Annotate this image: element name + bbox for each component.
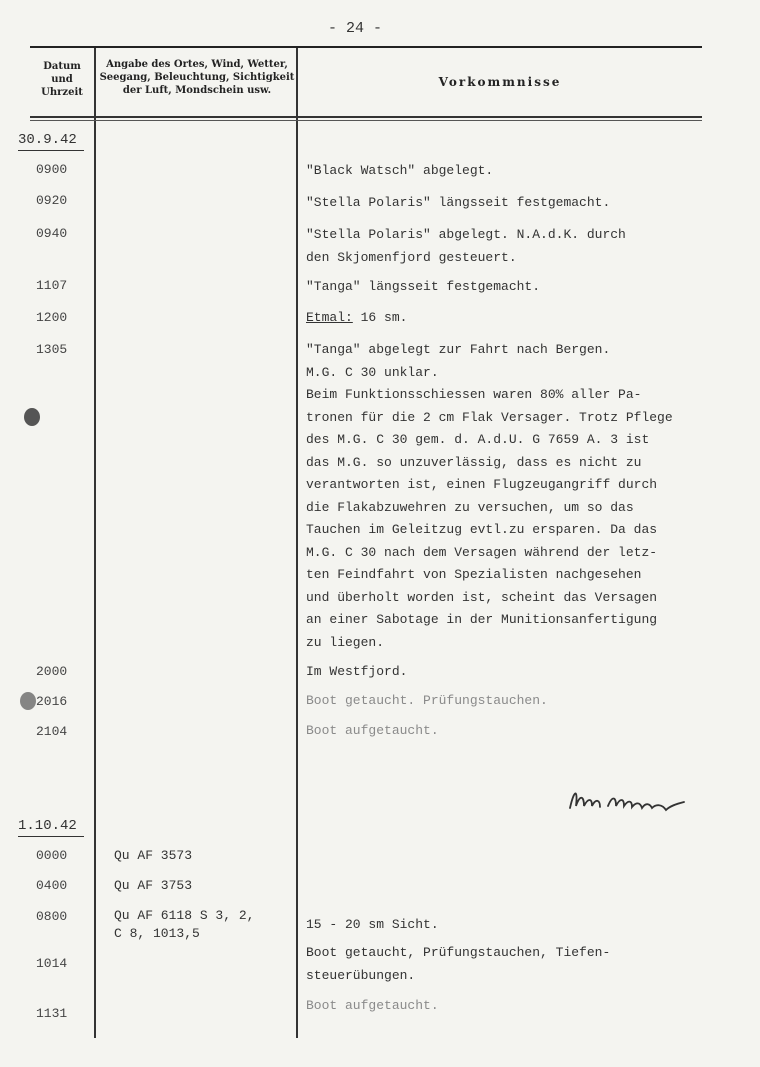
header-rule bbox=[30, 116, 702, 118]
time-1107: 1107 bbox=[36, 278, 68, 293]
event-line: Boot getaucht, Prüfungstauchen, Tiefen- bbox=[306, 945, 611, 960]
time-2104: 2104 bbox=[36, 724, 68, 739]
date-day1: 30.9.42 bbox=[18, 132, 77, 148]
event-0940 bbox=[306, 224, 626, 269]
etmal-value: 16 sm. bbox=[352, 310, 408, 325]
event-2000: Im Westfjord. bbox=[306, 664, 408, 679]
event-line: "Stella Polaris" abgelegt. N.A.d.K. durch bbox=[306, 227, 626, 242]
event-1131: Boot aufgetaucht. bbox=[306, 998, 439, 1013]
punch-hole-icon bbox=[24, 408, 40, 426]
date-day2: 1.10.42 bbox=[18, 818, 77, 834]
event-line: steuerübungen. bbox=[306, 967, 416, 983]
time-0000: 0000 bbox=[36, 848, 68, 863]
place-line: C 8, 1013,5 bbox=[114, 926, 200, 941]
event-0920: "Stella Polaris" längsseit festgemacht. bbox=[306, 195, 611, 210]
event-line: Tauchen im Geleitzug evtl.zu ersparen. Da das bbox=[306, 522, 658, 537]
event-line: "Tanga" abgelegt zur Fahrt nach Bergen. bbox=[306, 342, 611, 357]
event-1014 bbox=[306, 942, 610, 987]
time-1131: 1131 bbox=[36, 1006, 68, 1021]
time-0900: 0900 bbox=[36, 162, 68, 177]
event-line: zu liegen. bbox=[306, 634, 385, 650]
header-rule-thin bbox=[30, 120, 702, 121]
top-rule bbox=[30, 46, 702, 48]
event-line: des M.G. C 30 gem. d. A.d.U. G 7659 A. 3 ist bbox=[306, 432, 650, 447]
column-divider-date bbox=[94, 48, 96, 1038]
etmal-label: Etmal: bbox=[306, 310, 353, 325]
place-0000: Qu AF 3573 bbox=[114, 848, 193, 863]
punch-hole-icon bbox=[20, 692, 36, 710]
time-0400: 0400 bbox=[36, 878, 68, 893]
event-line: und überholt worden ist, scheint das Versagen bbox=[306, 589, 658, 605]
event-line: das M.G. so unzuverlässig, dass es nicht zu bbox=[306, 454, 642, 470]
event-line: M.G. C 30 nach dem Versagen während der letz- bbox=[306, 544, 658, 560]
time-2016: 2016 bbox=[36, 694, 68, 709]
header-place-column: Angabe des Ortes, Wind, Wetter, Seegang, Beleuchtung, Sichtigkeit der Luft, Mondschein usw. bbox=[99, 59, 295, 96]
time-1305: 1305 bbox=[36, 342, 68, 357]
event-line: tronen für die 2 cm Flak Versager. Trotz Pflege bbox=[306, 409, 673, 425]
event-line: den Skjomenfjord gesteuert. bbox=[306, 249, 517, 265]
column-divider-place bbox=[296, 48, 298, 1038]
event-1107: "Tanga" längsseit festgemacht. bbox=[306, 279, 541, 294]
time-0940: 0940 bbox=[36, 226, 68, 241]
header-events-column: Vorkommnisse bbox=[438, 75, 562, 89]
time-1014: 1014 bbox=[36, 956, 68, 971]
page-number: - 24 - bbox=[328, 20, 383, 37]
event-1305 bbox=[306, 339, 673, 654]
date-day2-underline bbox=[18, 836, 84, 837]
time-1200: 1200 bbox=[36, 310, 68, 325]
event-0800: 15 - 20 sm Sicht. bbox=[306, 917, 439, 932]
time-0800: 0800 bbox=[36, 909, 68, 924]
place-0400: Qu AF 3753 bbox=[114, 878, 193, 893]
event-line: M.G. C 30 unklar. bbox=[306, 364, 439, 380]
event-line: an einer Sabotage in der Munitionsanfertigung bbox=[306, 612, 658, 627]
event-2016: Boot getaucht. Prüfungstauchen. bbox=[306, 693, 548, 708]
event-2104: Boot aufgetaucht. bbox=[306, 723, 439, 738]
event-1200 bbox=[306, 307, 407, 330]
event-line: ten Feindfahrt von Spezialisten nachgesehen bbox=[306, 567, 642, 582]
signature-handwriting bbox=[566, 780, 696, 820]
place-0800 bbox=[114, 907, 254, 943]
event-0900: "Black Watsch" abgelegt. bbox=[306, 163, 494, 178]
event-line: verantworten ist, einen Flugzeugangriff durch bbox=[306, 477, 658, 492]
time-0920: 0920 bbox=[36, 193, 68, 208]
time-2000: 2000 bbox=[36, 664, 68, 679]
date-day1-underline bbox=[18, 150, 84, 151]
event-line: Beim Funktionsschiessen waren 80% aller Pa- bbox=[306, 387, 642, 402]
event-line: die Flakabzuwehren zu versuchen, um so das bbox=[306, 499, 634, 515]
place-line: Qu AF 6118 S 3, 2, bbox=[114, 908, 255, 923]
header-date-column: Datum und Uhrzeit bbox=[41, 61, 83, 98]
